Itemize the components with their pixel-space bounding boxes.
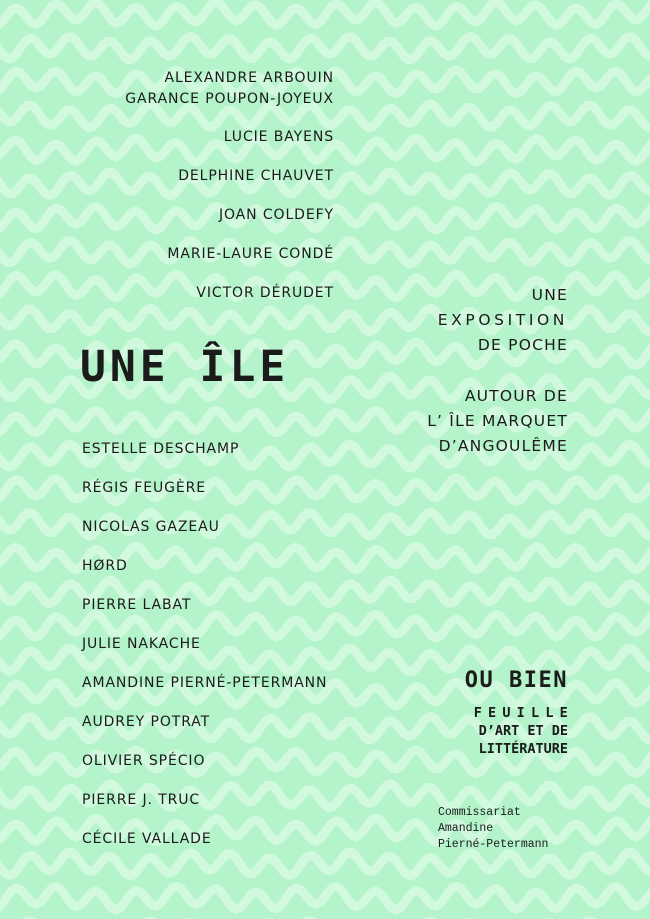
exposition-line: L’ ÎLE MARQUET xyxy=(427,412,568,430)
artist-name: PIERRE LABAT xyxy=(82,597,192,613)
artist-name: ALEXANDRE ARBOUIN xyxy=(164,70,334,86)
wave-line xyxy=(0,852,650,875)
artist-name: JULIE NAKACHE xyxy=(82,636,201,652)
exposition-line: D’ANGOULÊME xyxy=(438,437,568,455)
artist-name: NICOLAS GAZEAU xyxy=(82,519,220,535)
artist-name: LUCIE BAYENS xyxy=(223,129,334,145)
exposition-line: UNE xyxy=(531,286,568,304)
artist-name: AMANDINE PIERNÉ-PETERMANN xyxy=(82,675,328,691)
publisher-tagline xyxy=(473,704,574,758)
exposition-line: EXPOSITION xyxy=(437,311,568,329)
exhibition-title: UNE ÎLE xyxy=(80,342,290,392)
tagline-line: D’ART ET DE xyxy=(478,723,568,739)
wave-line xyxy=(0,614,650,638)
wave-line xyxy=(0,104,650,127)
artist-name: AUDREY POTRAT xyxy=(82,714,211,730)
curator-credit xyxy=(438,805,548,853)
publisher-name: OU BIEN xyxy=(464,668,568,693)
curator-last-name: Pierné-Petermann xyxy=(438,838,549,851)
exposition-description xyxy=(438,283,568,358)
wave-line xyxy=(0,886,650,910)
artist-name: PIERRE J. TRUC xyxy=(82,792,201,808)
wave-line xyxy=(0,37,650,60)
artist-name: HØRD xyxy=(82,558,128,574)
artist-name: DELPHINE CHAUVET xyxy=(178,168,334,184)
artist-name: OLIVIER SPÉCIO xyxy=(82,753,206,769)
wave-line xyxy=(0,2,650,26)
artist-name: RÉGIS FEUGÈRE xyxy=(82,480,207,496)
artist-name: GARANCE POUPON-JOYEUX xyxy=(125,91,334,107)
curator-first-name: Amandine xyxy=(438,822,494,835)
artist-name: JOAN COLDEFY xyxy=(218,207,334,223)
tagline-line: FEUILLE xyxy=(473,705,574,721)
artist-name: VICTOR DÉRUDET xyxy=(196,285,334,301)
tagline-line: LITTÉRATURE xyxy=(478,741,568,757)
curator-label: Commissariat xyxy=(438,806,521,819)
exposition-line: DE POCHE xyxy=(477,336,568,354)
exposition-line: AUTOUR DE xyxy=(464,387,568,405)
artist-name: MARIE-LAURE CONDÉ xyxy=(167,246,334,262)
exposition-location xyxy=(427,384,568,459)
artist-name: ESTELLE DESCHAMP xyxy=(82,441,240,457)
artist-name: CÉCILE VALLADE xyxy=(82,831,212,847)
